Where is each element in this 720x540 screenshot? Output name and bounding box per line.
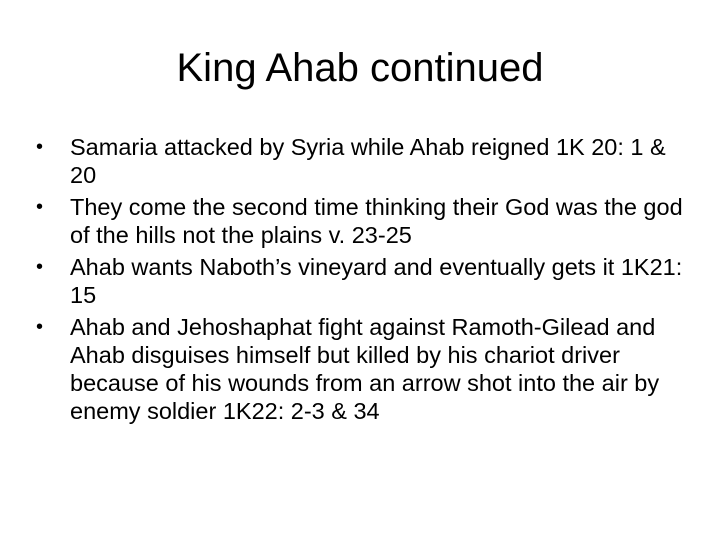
bullet-text: Ahab and Jehoshaphat fight against Ramoth-Gilead and Ahab disguises himself but killed by his chariot driver because of his wounds from an arrow shot into the air by enemy soldier 1K22: 2-3 & 34 (70, 314, 660, 424)
bullet-text: Samaria attacked by Syria while Ahab reigned 1K 20: 1 & 20 (70, 134, 666, 188)
bullet-text: Ahab wants Naboth’s vineyard and eventually gets it 1K21: 15 (70, 254, 683, 308)
bullet-item (36, 133, 686, 189)
bullet-icon: • (36, 256, 44, 278)
bullet-icon: • (36, 136, 44, 158)
bullet-icon: • (36, 196, 44, 218)
bullet-item (36, 193, 686, 249)
slide-title: King Ahab continued (176, 46, 544, 90)
bullet-item (36, 253, 686, 309)
bullet-icon: • (36, 316, 44, 338)
bullet-item (36, 313, 686, 425)
bullet-text: They come the second time thinking their God was the god of the hills not the plains v. 23-25 (70, 194, 683, 248)
bullet-list (36, 133, 686, 429)
